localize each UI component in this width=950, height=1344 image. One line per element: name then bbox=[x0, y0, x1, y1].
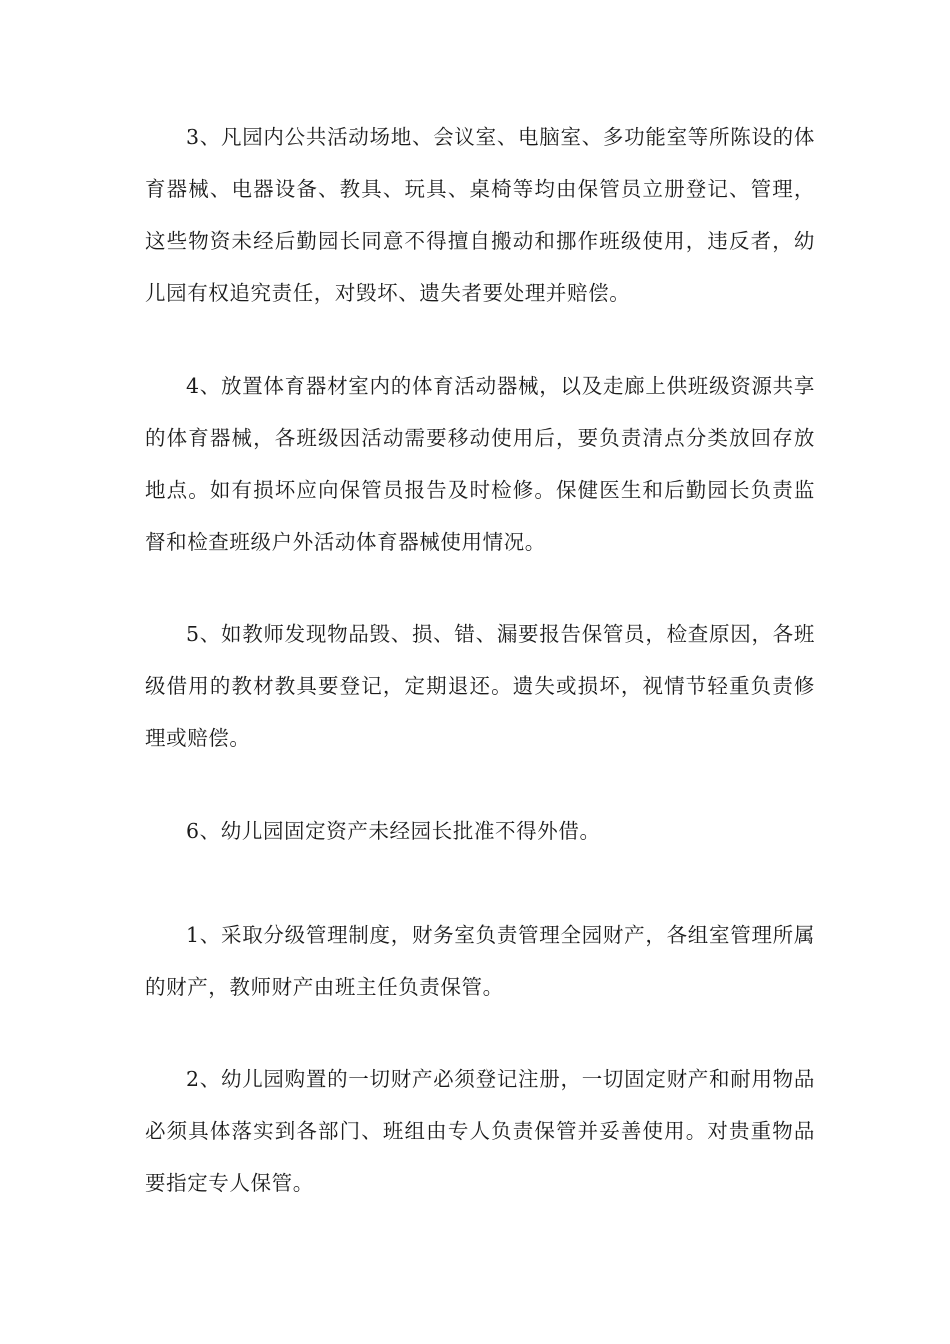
paragraph-rule-5: 5、如教师发现物品毁、损、错、漏要报告保管员，检查原因，各班级借用的教材教具要登记，定期退还。遗失或损坏，视情节轻重负责修理或赔偿。 bbox=[145, 622, 815, 750]
paragraph-rule-1: 1、采取分级管理制度，财务室负责管理全园财产，各组室管理所属的财产，教师财产由班主任负责保管。 bbox=[145, 923, 815, 999]
paragraph-rule-4: 4、放置体育器材室内的体育活动器械，以及走廊上供班级资源共享的体育器械，各班级因活动需要移动使用后，要负责清点分类放回存放地点。如有损坏应向保管员报告及时检修。保健医生和后勤园长负责监督和检查班级户外活动体育器械使用情况。 bbox=[145, 374, 815, 554]
paragraph-rule-2: 2、幼儿园购置的一切财产必须登记注册，一切固定财产和耐用物品必须具体落实到各部门、班组由专人负责保管并妥善使用。对贵重物品要指定专人保管。 bbox=[145, 1067, 815, 1195]
paragraph-rule-3: 3、凡园内公共活动场地、会议室、电脑室、多功能室等所陈设的体育器械、电器设备、教具、玩具、桌椅等均由保管员立册登记、管理，这些物资未经后勤园长同意不得擅自搬动和挪作班级使用，违反者，幼儿园有权追究责任，对毁坏、遗失者要处理并赔偿。 bbox=[145, 125, 815, 305]
paragraph-rule-6: 6、幼儿园固定资产未经园长批准不得外借。 bbox=[186, 819, 601, 843]
